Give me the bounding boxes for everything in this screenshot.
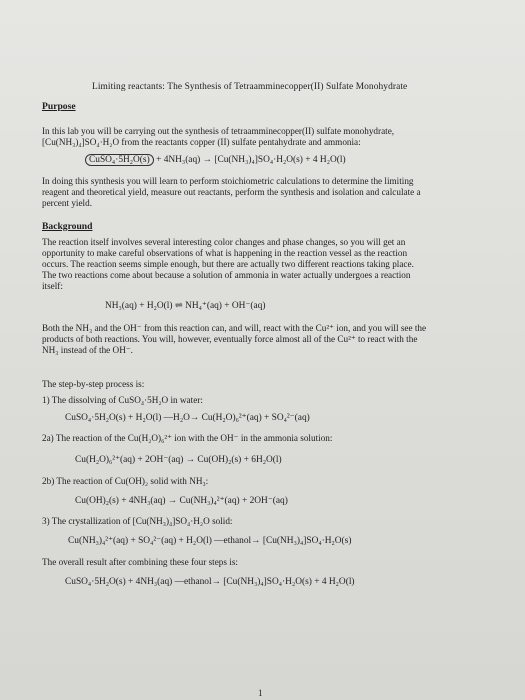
background-para1-line5: itself: <box>42 281 63 291</box>
background-para2-line3: NH₃ instead of the OH⁻. <box>42 345 133 355</box>
step3-equation: Cu(NH₃)₄²⁺(aq) + SO₄²⁻(aq) + H₂O(l) —ethanol→ [Cu(NH₃)₄]SO₄·H₂O(s) <box>68 536 352 546</box>
ammonia-equilibrium-equation: NH₃(aq) + H₂O(l) ⇌ NH₄⁺(aq) + OH⁻(aq) <box>105 301 266 311</box>
step3-label: 3) The crystallization of [Cu(NH₃)₄]SO₄·H₂O solid: <box>42 516 233 526</box>
page-number: 1 <box>258 688 263 698</box>
background-para2-line2: products of both reactions. You will, however, eventually force almost all of the Cu²⁺ to react with the <box>42 334 418 344</box>
purpose-para2-line1: In doing this synthesis you will learn to perform stoichiometric calculations to determine the limiting <box>42 176 414 186</box>
purpose-heading: Purpose <box>42 101 76 112</box>
background-para1-line2: opportunity to make careful observations of what is happening in the reaction vessel as the reaction <box>42 248 408 258</box>
purpose-para1-line1: In this lab you will be carrying out the synthesis of tetraamminecopper(II) sulfate monohydrate, <box>42 126 395 136</box>
background-para2-line1: Both the NH₃ and the OH⁻ from this reaction can, and will, react with the Cu²⁺ ion, and you will see the <box>42 323 427 333</box>
overall-label: The overall result after combining these four steps is: <box>42 557 238 567</box>
step1-equation: CuSO₄·5H₂O(s) + H₂O(l) —H₂O→ Cu(H₂O)₆²⁺(aq) + SO₄²⁻(aq) <box>65 413 310 423</box>
purpose-equation-rest: + 4NH₃(aq) → [Cu(NH₃)₄]SO₄·H₂O(s) + 4 H₂O(l) <box>156 155 346 165</box>
overall-equation: CuSO₄·5H₂O(s) + 4NH₃(aq) —ethanol→ [Cu(NH₃)₄]SO₄·H₂O(s) + 4 H₂O(l) <box>65 577 355 587</box>
step1-label: 1) The dissolving of CuSO₄·5H₂O in water: <box>42 395 203 405</box>
step2b-label: 2b) The reaction of Cu(OH)₂ solid with NH₃: <box>42 476 209 486</box>
background-para1-line3: occurs. The reaction seems simple enough, but there are actually two different reactions taking place. <box>42 259 414 269</box>
step2a-label: 2a) The reaction of the Cu(H₂O)₆²⁺ ion with the OH⁻ in the ammonia solution: <box>42 433 333 443</box>
background-para1-line4: The two reactions come about because a solution of ammonia in water actually undergoes a reaction <box>42 270 411 280</box>
purpose-para1-line2: [Cu(NH₃)₄]SO₄·H₂O from the reactants copper (II) sulfate pentahydrate and ammonia: <box>42 137 361 147</box>
purpose-equation <box>85 154 346 166</box>
background-para1-line1: The reaction itself involves several interesting color changes and phase changes, so you will get an <box>42 237 406 247</box>
purpose-para2-line2: reagent and theoretical yield, measure out reactants, perform the synthesis and isolation and calculate a <box>42 187 421 197</box>
purpose-equation-reactant-circled: CuSO₄·5H₂O(s) <box>85 154 154 166</box>
step2a-equation: Cu(H₂O)₆²⁺(aq) + 2OH⁻(aq) → Cu(OH)₂(s) + 6H₂O(l) <box>75 455 282 465</box>
steps-intro: The step-by-step process is: <box>42 379 145 389</box>
document-title: Limiting reactants: The Synthesis of Tetraamminecopper(II) Sulfate Monohydrate <box>92 82 408 92</box>
step2b-equation: Cu(OH)₂(s) + 4NH₃(aq) → Cu(NH₃)₄²⁺(aq) + 2OH⁻(aq) <box>75 496 288 506</box>
purpose-para2-line3: percent yield. <box>42 198 92 208</box>
background-heading: Background <box>42 221 93 232</box>
